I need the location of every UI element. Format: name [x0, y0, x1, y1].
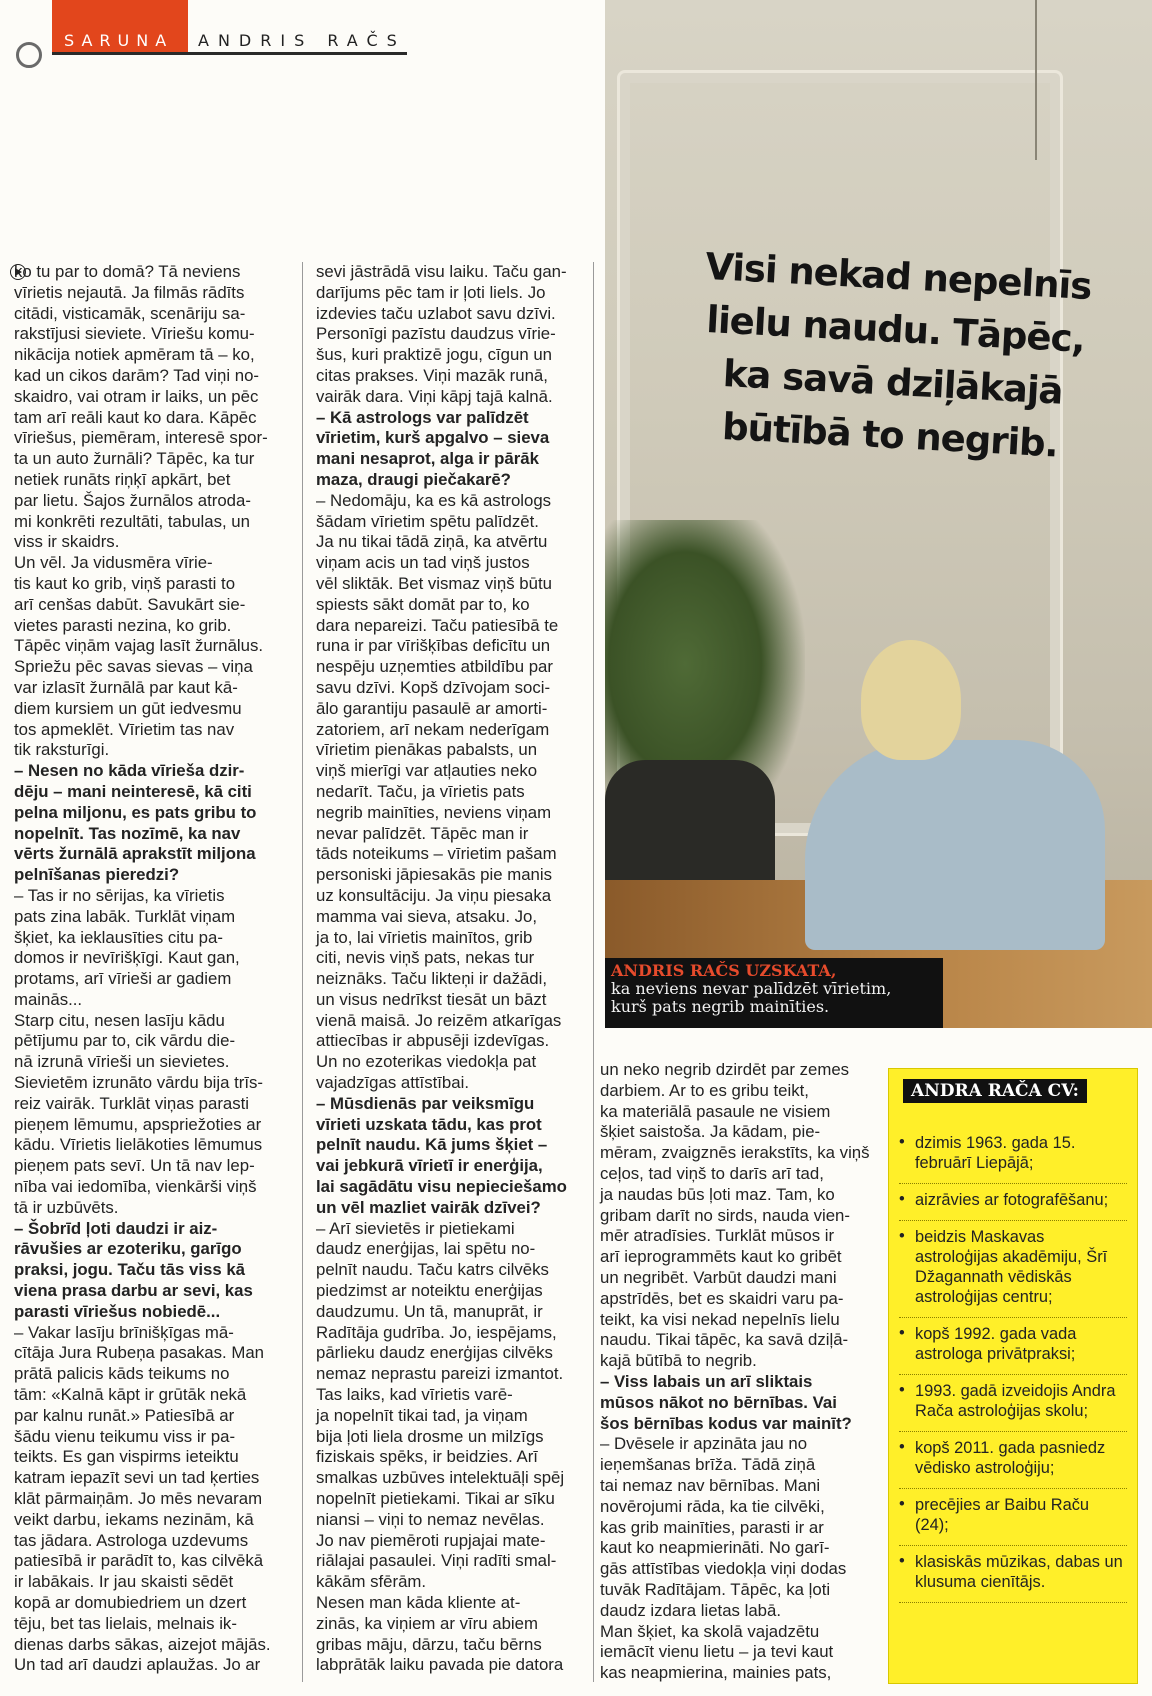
article-line: novērojumi rāda, ka tie cilvēki, — [600, 1496, 825, 1516]
article-line: var izlasīt žurnālā par kaut kā- — [14, 677, 238, 697]
article-line: zatoriem, arī nekam nederīgam — [316, 719, 550, 739]
article-line: Radītāja gudrība. Jo, iespējams, — [316, 1322, 557, 1342]
article-line: patiesībā ir parādīt to, kas cilvēkā — [14, 1551, 264, 1571]
caption-line: kurš pats negrib mainīties. — [611, 997, 830, 1016]
cv-item: • 1993. gadā izveidojis Andra Rača astroloģijas skolu; — [899, 1375, 1127, 1432]
article-line: vīrietim pienākas pabalsts, un — [316, 740, 538, 760]
cv-item: • dzimis 1963. gada 15. februārī Liepājā; — [899, 1127, 1127, 1184]
article-line: – Šobrīd ļoti daudzi ir aiz- — [14, 1218, 218, 1238]
article-line: netiek runāts riņķī apkārt, bet — [14, 469, 231, 489]
article-line: mainās... — [14, 989, 83, 1009]
article-line: Ja nu tikai tādā ziņā, ka atvērtu — [316, 532, 548, 552]
article-line: darījums pēc tam ir ļoti liels. Jo — [316, 282, 546, 302]
article-line: tāds noteikums – vīrietim pašam — [316, 844, 557, 864]
article-line: – Nesen no kāda vīrieša dzir- — [14, 761, 245, 781]
article-line: – Kā astrologs var palīdzēt — [316, 407, 529, 427]
article-line: tik raksturīgi. — [14, 740, 110, 760]
article-line: kopā ar domubiedriem un dzert — [14, 1593, 247, 1612]
article-line: klāt pārmaiņām. Jo mēs nevaram — [14, 1489, 263, 1509]
article-line: pelna miljonu, es pats gribu to — [14, 802, 257, 822]
article-line: tai nemaz nav bērnības. Mani — [600, 1475, 821, 1495]
article-line: neiznāks. Taču likteņi ir dažādi, — [316, 969, 548, 989]
photo-caption — [605, 958, 943, 1028]
article-line: pārlieku daudz enerģijas cilvēks — [316, 1343, 553, 1363]
article-line: pelnīšanas pieredzi? — [14, 865, 180, 885]
article-line: šādam vīrietim spētu palīdzēt. — [316, 511, 539, 531]
article-line: spiests sākt domāt par to, ko — [316, 594, 530, 614]
article-line: šādu vienu teikumu viss ir pa- — [14, 1426, 236, 1446]
article-column-2 — [316, 262, 588, 1676]
article-line: par kalnu runāt.» Patiesībā ar — [14, 1405, 235, 1425]
article-line: izdevies taču uzlabot savu dzīvi. — [316, 303, 556, 323]
article-line: vairāk dara. Viņi kāpj tajā kalnā. — [316, 386, 553, 406]
article-line: ta un auto žurnāli? Tāpēc, ka tur — [14, 449, 255, 469]
article-line: šķiet saistoša. Ja kādam, pie- — [600, 1122, 821, 1142]
article-column-3 — [600, 1060, 874, 1684]
article-line: praksi, jogu. Taču tās viss kā — [14, 1260, 245, 1280]
pull-quote-line: Visi nekad nepelnīs — [704, 244, 1093, 309]
article-line: tos apmeklēt. Vīrietim tas nav — [14, 719, 235, 739]
article-line: fiziskais spēks, ir beidzies. Arī — [316, 1447, 538, 1467]
article-line: reiz vairāk. Turklāt viņas parasti — [14, 1093, 250, 1113]
caption-head: ANDRIS RAČS UZSKATA, — [611, 961, 837, 980]
article-line: tam arī reāli kaut ko dara. Kāpēc — [14, 407, 257, 427]
article-line: – Arī sievietēs ir pietiekami — [316, 1218, 515, 1238]
article-line: ir labākais. Ir jau skaisti sēdēt — [14, 1572, 234, 1592]
article-line: gribas māju, dārzu, taču bērns — [316, 1634, 542, 1654]
article-line: negrib mainīties, neviens viņam — [316, 802, 552, 822]
article-line: mani nesaprot, alga ir pārāk — [316, 449, 539, 469]
article-line: arī ieprogrammēts kaut ko gribēt — [600, 1247, 842, 1267]
article-line: vietes parasti nezina, ko grib. — [14, 615, 232, 635]
article-line: kas grib mainīties, parasti ir ar — [600, 1517, 824, 1537]
article-line: pieņem lēmumu, apspriežoties ar — [14, 1114, 262, 1134]
article-line: maza, draugi piečakarē? — [316, 469, 511, 489]
person-head — [861, 640, 961, 760]
article-line: parasti vīriešus nobiedē... — [14, 1301, 221, 1321]
article-line: viņam acis un tad viņš justos — [316, 553, 530, 573]
article-line: vīrietis nejautā. Ja filmās rādīts — [14, 282, 245, 302]
article-line: ja to, lai vīrietis mainītos, grib — [316, 927, 533, 947]
article-line: – Dvēsele ir apzināta jau no — [600, 1434, 808, 1454]
article-line: bija ļoti liela drosme un milzīgs — [316, 1426, 544, 1446]
cv-item: • beidzis Maskavas astroloģijas akadēmiju, Šrī Džagannath vēdiskās astroloģijas centru; — [899, 1221, 1127, 1318]
article-line: domos ir nevīrišķīgi. Kaut gan, — [14, 948, 240, 968]
article-line: teikts. Es gan vispirms ieteiktu — [14, 1447, 239, 1467]
article-line: citi, nevis viņš pats, nekas tur — [316, 948, 535, 968]
caption-line: ka neviens nevar palīdzēt vīrietim, — [611, 979, 892, 998]
article-line: nevar palīdzēt. Tāpēc man ir — [316, 823, 529, 843]
cv-list — [899, 1127, 1127, 1603]
article-line: kas neapmierina, mainies pats, — [600, 1663, 832, 1683]
article-line: lai sagādātu visu nepieciešamo — [316, 1177, 567, 1197]
article-line: arī cenšas dabūt. Savukārt sie- — [14, 594, 246, 614]
article-line: mūsos nākot no bērnības. Vai — [600, 1392, 837, 1412]
article-line: katram iepazīt sevi un tad ķerties — [14, 1468, 260, 1488]
article-line: citas prakses. Viņi mazāk runā, — [316, 365, 548, 385]
pull-quote — [659, 238, 1129, 474]
article-line: daudzumu. Un tā, manuprāt, ir — [316, 1301, 543, 1321]
article-line: vai jebkurā vīrietī ir enerģija, — [316, 1156, 543, 1176]
article-line: pelnīt naudu. Taču katrs cilvēks — [316, 1260, 549, 1280]
article-line: viņš mierīgi var atļauties neko — [316, 761, 538, 781]
cv-item: • precējies ar Baibu Raču (24); — [899, 1489, 1127, 1546]
article-line: teikt, ka visi nekad nepelnīs lielu — [600, 1309, 840, 1329]
article-line: attiecības ir abpusēji izdevīgas. — [316, 1031, 550, 1051]
article-line: tis kaut ko grib, viņš parasti to — [14, 573, 236, 593]
article-line: iemācīt vienu lietu – ja tevi kaut — [600, 1642, 834, 1662]
article-line: Tāpēc viņām vajag lasīt žurnālus. — [14, 636, 264, 656]
article-line: Un vēl. Ja vidusmēra vīrie- — [14, 553, 213, 573]
article-line: apstrīdēs, bet es skaidri varu pa- — [600, 1288, 844, 1308]
article-line: vīrietim, kurš apgalvo – sieva — [316, 428, 550, 448]
article-line: kākām sfērām. — [316, 1572, 427, 1592]
article-line: tām: «Kalnā kāpt ir grūtāk nekā — [14, 1385, 247, 1405]
article-line: šus, kuri praktizē jogu, cīgun un — [316, 345, 552, 365]
article-line: pieņem pats sevī. Un tā nav lep- — [14, 1156, 255, 1176]
article-line: Starp citu, nesen lasīju kādu — [14, 1010, 225, 1030]
header-circle-icon — [16, 42, 42, 68]
person-body — [805, 740, 1105, 950]
article-line: Nesen man kāda kliente at- — [316, 1593, 521, 1612]
article-line: un negribēt. Varbūt daudzi mani — [600, 1267, 837, 1287]
article-line: kad un cikos darām? Tad viņi no- — [14, 365, 260, 385]
pull-quote-line: ka savā dziļākajā — [721, 351, 1064, 413]
cv-item: • kopš 1992. gada vada astrologa privātpraksi; — [899, 1318, 1127, 1375]
article-line: – Vakar lasīju brīnišķīgas mā- — [14, 1322, 234, 1342]
article-line: Personīgi pazīstu daudzus vīrie- — [316, 324, 556, 344]
article-line: vīrieti uzskata tādu, kas prot — [316, 1114, 542, 1134]
section-label: SARUNA — [64, 31, 174, 50]
article-line: viena prasa darbu ar sevi, kas — [14, 1281, 253, 1301]
article-line: nemaz neprastu pareizi izmantot. — [316, 1364, 564, 1384]
article-line: ko tu par to domā? Tā neviens — [14, 262, 241, 281]
article-line: piedzimst ar noteiktu enerģijas — [316, 1281, 543, 1301]
article-line: Sievietēm izrunāto vārdu bija trīs- — [14, 1073, 264, 1093]
article-line: dēju – mani neinteresē, kā citi — [14, 781, 252, 801]
chandelier — [1035, 0, 1152, 160]
article-column-1 — [14, 262, 286, 1676]
article-line: tas jādara. Astrologa uzdevums — [14, 1530, 249, 1550]
article-line: ja naudas būs ļoti maz. Tam, ko — [600, 1184, 835, 1204]
article-line: ka materiālā pasaule ne visiem — [600, 1101, 831, 1121]
article-line: riālajai pasaulei. Viņi radīti smal- — [316, 1551, 557, 1571]
article-line: Jo nav piemēroti rupjajai mate- — [316, 1530, 546, 1550]
cv-box — [888, 1068, 1138, 1684]
article-line: tēju, bet tas lielais, melnais ik- — [14, 1613, 237, 1633]
article-line: kajā būtībā to negrib. — [600, 1351, 757, 1371]
cv-item: • kopš 2011. gada pasniedz vēdisko astroloģiju; — [899, 1432, 1127, 1489]
article-line: protams, arī vīrieši ar gadiem — [14, 969, 232, 989]
article-line: – Mūsdienās par veiksmīgu — [316, 1093, 535, 1113]
article-line: gās attīstības viedokļa viņi dodas — [600, 1559, 847, 1579]
author-label: ANDRIS RAČS — [198, 31, 406, 50]
article-line: daudz enerģijas, lai spētu no- — [316, 1239, 536, 1259]
article-line: nā izrunā vīrieši un sievietes. — [14, 1052, 230, 1072]
header-rule — [52, 52, 407, 55]
cv-title: ANDRA RAČA CV: — [903, 1079, 1087, 1103]
article-line: vēl sliktāk. Bet vismaz viņš būtu — [316, 573, 552, 593]
article-line: personiski jāpiesakās pie manis — [316, 865, 552, 885]
cv-item: • aizrāvies ar fotografēšanu; — [899, 1184, 1127, 1221]
article-line: tā ir uzbūvēts. — [14, 1197, 119, 1217]
article-line: skaidro, vai otram ir laiks, un pēc — [14, 386, 259, 406]
article-line: mamma vai sieva, atsaku. Jo, — [316, 906, 538, 926]
article-line: ieņemšanas brīža. Tādā ziņā — [600, 1455, 816, 1475]
article-line: citādi, visticamāk, scenāriju sa- — [14, 303, 246, 323]
article-line: savu dzīvi. Kopš dzīvojam soci- — [316, 677, 551, 697]
article-line: ceļos, tad viņš to darīs arī tad, — [600, 1163, 824, 1183]
article-line: daudz izdara lietas labā. — [600, 1600, 781, 1620]
article-line: uz konsultāciju. Ja viņu piesaka — [316, 885, 552, 905]
article-line: un visus nedrīkst tiesāt un bāzt — [316, 989, 547, 1009]
article-line: tuvāk Radītājam. Tāpēc, ka ļoti — [600, 1579, 831, 1599]
article-line: Un no ezoterikas viedokļa pat — [316, 1052, 537, 1072]
article-line: nopelnīt. Tas nozīmē, ka nav — [14, 823, 241, 843]
article-line: nedarīt. Taču, ja vīrietis pats — [316, 781, 525, 801]
article-line: naudu. Tikai tāpēc, ka savā dziļā- — [600, 1330, 849, 1350]
article-line: pats zina labāk. Turklāt viņam — [14, 906, 236, 926]
article-line: smalkas uzbūves intelektuāļi spēj — [316, 1468, 565, 1488]
article-line: nība vai iedomība, vienkārši viņš — [14, 1177, 257, 1197]
article-line: rakstījusi sieviete. Vīriešu komu- — [14, 324, 255, 344]
article-line: prātā palicis kāds teikums no — [14, 1364, 230, 1384]
pull-quote-line: būtībā to negrib. — [721, 405, 1059, 466]
cv-item: • klasiskās mūzikas, dabas un klusuma cienītājs. — [899, 1546, 1127, 1603]
article-line: Tas laiks, kad vīrietis varē- — [316, 1385, 513, 1405]
article-line: mēram, zvaigznēs ierakstīts, ka viņš — [600, 1143, 870, 1163]
article-line: un neko negrib dzirdēt par zemes — [600, 1060, 850, 1079]
article-line: kaut ko neapmierināti. No garī- — [600, 1538, 830, 1558]
article-line: diem kursiem un gūt iedvesmu — [14, 698, 242, 718]
article-line: – Nedomāju, ka es kā astrologs — [316, 490, 552, 510]
article-line: pelnīt naudu. Kā jums šķiet – — [316, 1135, 548, 1155]
article-line: gribam darīt no sirds, nauda vien- — [600, 1205, 850, 1225]
article-line: vienā maisā. Jo reizēm atkarīgas — [316, 1010, 562, 1030]
article-line: Man šķiet, ka skolā vajadzētu — [600, 1621, 820, 1641]
article-line: Un tad arī daudzi aplaužas. Jo ar — [14, 1655, 261, 1675]
article-line: vīriešus, piemēram, interesē spor- — [14, 428, 268, 448]
article-line: Spriežu pēc savas sievas – viņa — [14, 657, 253, 677]
article-line: dienas darbs sākas, aizejot mājās. — [14, 1634, 271, 1654]
article-line: – Viss labais un arī sliktais — [600, 1371, 813, 1391]
article-line: mēr atradīsies. Turklāt mūsos ir — [600, 1226, 835, 1246]
article-line: nopelnīt pietiekami. Tikai ar sīku — [316, 1489, 555, 1509]
article-photo — [605, 0, 1152, 1028]
column-divider — [302, 262, 303, 1682]
article-line: veikt darbu, iekams nezinām, kā — [14, 1509, 254, 1529]
article-line: nespēju uzņemties atbildību par — [316, 657, 553, 677]
article-line: darbiem. Ar to es gribu teikt, — [600, 1080, 809, 1100]
article-line: dara nepareizi. Taču patiesībā te — [316, 615, 559, 635]
article-line: nikācija notiek apmēram tā – ko, — [14, 345, 255, 365]
article-line: cītāja Jura Rubeņa pasakas. Man — [14, 1343, 264, 1363]
article-line: kādu. Vīrietis lielākoties lēmumus — [14, 1135, 263, 1155]
article-line: pētījumu par to, cik vārdu die- — [14, 1031, 236, 1051]
article-line: vajadzīgas attīstībai. — [316, 1073, 469, 1093]
article-line: ālo garantiju pasaulē ar amorti- — [316, 698, 548, 718]
article-line: par lietu. Šajos žurnālos atroda- — [14, 490, 251, 510]
article-line: viss ir skaidrs. — [14, 532, 120, 552]
pull-quote-line: lielu naudu. Tāpēc, — [705, 298, 1086, 361]
article-line: vērts žurnālā aprakstīt miljona — [14, 844, 256, 864]
article-line: sevi jāstrādā visu laiku. Taču gan- — [316, 262, 567, 281]
article-line: ja nopelnīt tikai tad, ja viņam — [316, 1405, 528, 1425]
article-line: un vēl mazliet vairāk dzīvei? — [316, 1197, 541, 1217]
article-line: rāvušies ar ezoteriku, garīgo — [14, 1239, 242, 1259]
article-line: runa ir par vīrišķības deficītu un — [316, 636, 551, 656]
article-line: labprātāk laiku pavada pie datora — [316, 1655, 564, 1675]
article-line: mi konkrēti rezultāti, tabulas, un — [14, 511, 250, 531]
article-line: zinās, ka viņiem ar vīru abiem — [316, 1613, 538, 1633]
article-line: niansi – viņi to nemaz nevēlas. — [316, 1509, 545, 1529]
column-divider — [593, 262, 594, 1682]
article-line: šos bērnības kodus var mainīt? — [600, 1413, 852, 1433]
article-line: – Tas ir no sērijas, ka vīrietis — [14, 885, 225, 905]
article-line: šķiet, ka ieklausīties citu pa- — [14, 927, 223, 947]
